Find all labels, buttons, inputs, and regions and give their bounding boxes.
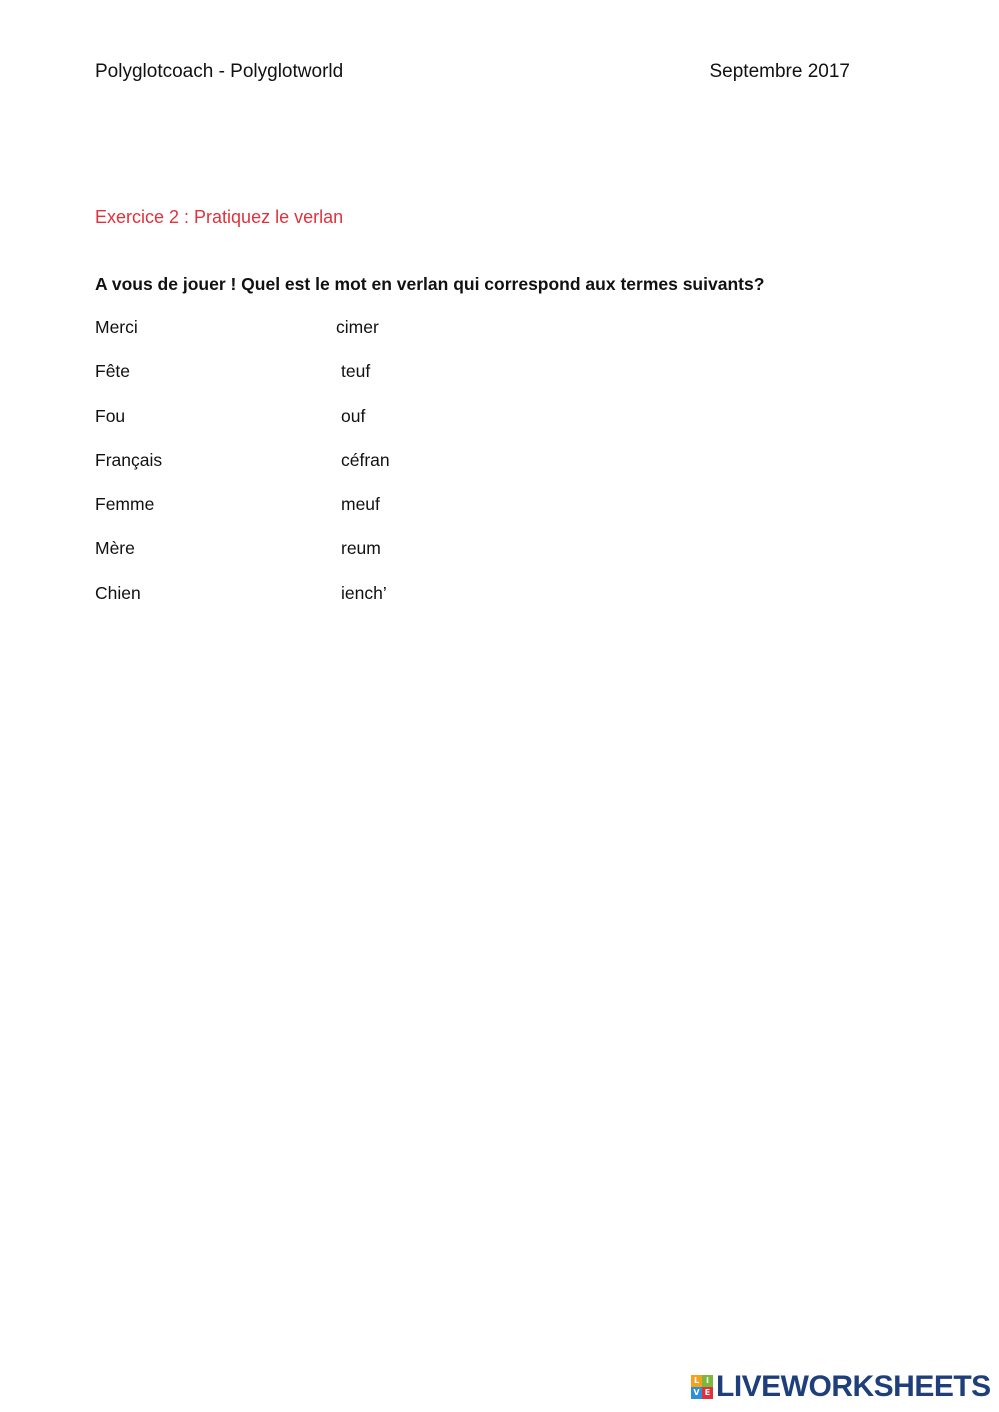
word-row bbox=[95, 316, 595, 360]
exercise-instruction: A vous de jouer ! Quel est le mot en verlan qui correspond aux termes suivants? bbox=[95, 274, 765, 294]
word-verlan: cimer bbox=[336, 317, 379, 337]
word-term: Chien bbox=[95, 582, 141, 603]
word-row bbox=[95, 537, 595, 581]
word-row bbox=[95, 360, 595, 404]
liveworksheets-logo[interactable] bbox=[691, 1372, 991, 1402]
word-row bbox=[95, 449, 595, 493]
word-row bbox=[95, 582, 595, 626]
word-verlan: céfran bbox=[341, 449, 390, 470]
word-row bbox=[95, 493, 595, 537]
word-verlan: ouf bbox=[341, 405, 366, 426]
word-verlan: iench’ bbox=[341, 582, 387, 603]
logo-text: LIVEWORKSHEETS bbox=[716, 1370, 991, 1403]
word-verlan: teuf bbox=[341, 361, 371, 382]
word-verlan: meuf bbox=[341, 494, 380, 515]
word-term: Mère bbox=[95, 538, 135, 559]
word-term: Fête bbox=[95, 361, 131, 382]
header-organization: Polyglotcoach - Polyglotworld bbox=[95, 61, 344, 82]
word-row bbox=[95, 405, 595, 449]
word-term: Français bbox=[95, 449, 163, 470]
word-list bbox=[95, 316, 595, 626]
logo-mark-letter: E bbox=[702, 1387, 713, 1399]
exercise-title: Exercice 2 : Pratiquez le verlan bbox=[95, 207, 344, 227]
header-date: Septembre 2017 bbox=[709, 61, 850, 82]
word-term: Fou bbox=[95, 405, 126, 426]
word-verlan: reum bbox=[341, 538, 381, 559]
word-term: Merci bbox=[95, 317, 138, 337]
liveworksheets-logo-icon bbox=[691, 1375, 713, 1399]
logo-mark-letter: V bbox=[691, 1387, 702, 1399]
logo-mark-letter: L bbox=[691, 1375, 702, 1387]
word-term: Femme bbox=[95, 494, 155, 515]
logo-mark-letter: I bbox=[702, 1375, 713, 1387]
